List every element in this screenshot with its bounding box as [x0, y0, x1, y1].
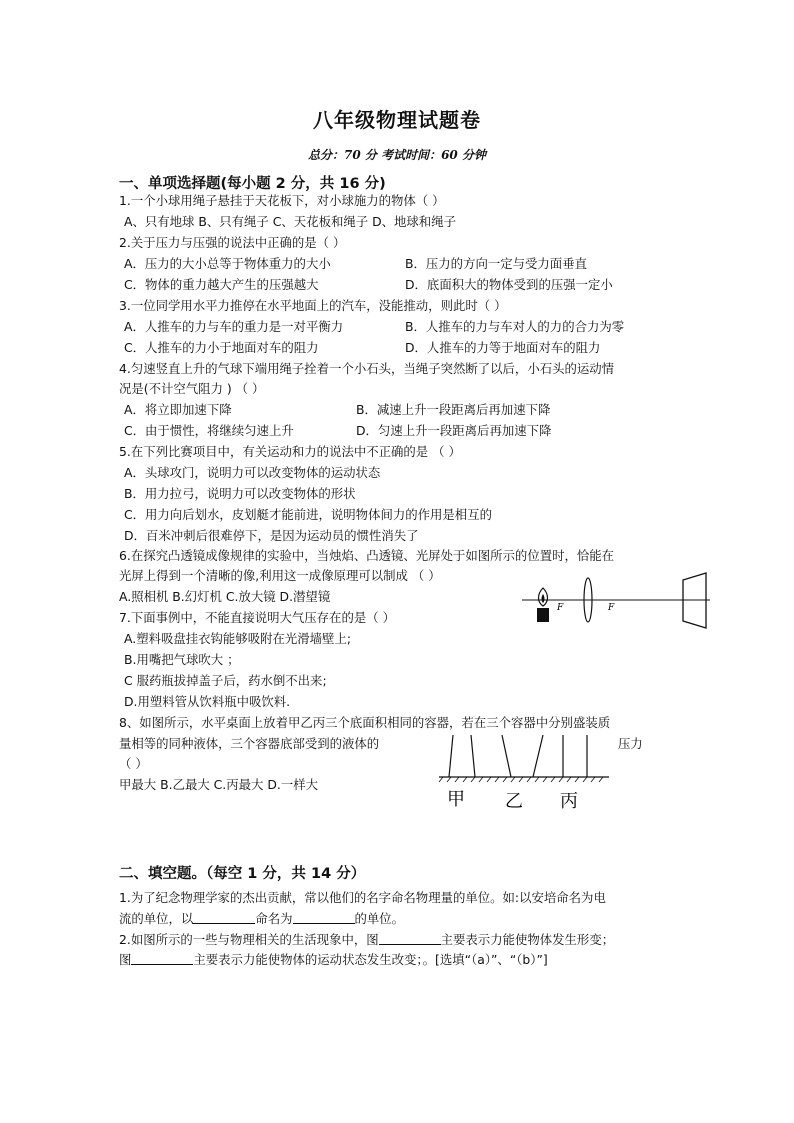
label-bing: 丙 — [560, 791, 578, 811]
q4-stem-line1: 4.匀速竖直上升的气球下端用绳子拴着一个小石头，当绳子突然断了以后，小石头的运动情 — [119, 361, 615, 376]
q5-option-b: B．用力拉弓，说明力可以改变物体的形状 — [124, 486, 356, 501]
section-heading-choice: 一、单项选择题(每小题 2 分，共 16 分) — [119, 176, 386, 192]
q3-option-c: C．人推车的力小于地面对车的阻力 — [124, 340, 319, 355]
exam-info: 总分：70 分 考试时间：60 分钟 — [308, 148, 486, 162]
q6-stem-line2: 光屏上得到一个清晰的像,利用这一成像原理可以制成 （ ） — [119, 568, 441, 583]
label-yi: 乙 — [505, 791, 523, 811]
q2-option-c: C．物体的重力越大产生的压强越大 — [124, 277, 319, 292]
q2-option-a: A．压力的大小总等于物体重力的大小 — [124, 256, 331, 271]
q5-option-c: C．用力向后划水，皮划艇才能前进，说明物体间力的作用是相互的 — [124, 507, 492, 522]
q3-option-d: D．人推车的力等于地面对车的阻力 — [405, 340, 601, 355]
q7-stem: 7.下面事例中，不能直接说明大气压存在的是（ ） — [119, 610, 395, 625]
answer-blank-4[interactable] — [131, 952, 193, 965]
container-yi — [502, 735, 543, 777]
container-jia — [449, 735, 475, 777]
q8-stem-line2: 量相等的同种液体，三个容器底部受到的液体的 — [119, 736, 380, 751]
q3-stem: 3.一位同学用水平力推停在水平地面上的汽车，没能推动，则此时（ ） — [119, 298, 507, 313]
q3-option-b: B．人推车的力与车对人的力的合力为零 — [405, 319, 625, 334]
q8-answer-paren: （ ） — [119, 756, 148, 771]
lens-diagram — [520, 570, 712, 630]
fill-q1-text-c: 的单位。 — [354, 911, 405, 926]
q7-option-d: D.用塑料管从饮料瓶中吸饮料. — [124, 694, 291, 709]
q2-option-d: D．底面积大的物体受到的压强一定小 — [405, 277, 613, 292]
q4-option-a: A．将立即加速下降 — [124, 402, 232, 417]
fill-q2-line2 — [119, 951, 548, 969]
q2-stem: 2.关于压力与压强的说法中正确的是（ ） — [119, 235, 346, 250]
answer-blank-2[interactable] — [293, 911, 355, 924]
fill-q1-line2 — [119, 910, 404, 928]
q1-options: A、只有地球 B、只有绳子 C、天花板和绳子 D、地球和绳子 — [124, 214, 456, 229]
answer-blank-1[interactable] — [193, 911, 255, 924]
q7-option-b: B.用嘴把气球吹大 ； — [124, 652, 240, 667]
focal-point-label-2: F — [608, 603, 615, 613]
fill-q2-text-b: 主要表示力能使物体发生形变； — [440, 932, 615, 947]
q4-stem-line2: 况是(不计空气阻力 ) （ ） — [119, 381, 265, 396]
section-heading-fill: 二、填空题。（每空 1 分，共 14 分） — [119, 866, 366, 882]
fill-q2-line1 — [119, 931, 614, 949]
q7-option-c: C 服药瓶拔掉盖子后，药水倒不出来; — [124, 673, 327, 688]
fill-q2-text-a: 2.如图所示的一些与物理相关的生活现象中，图 — [119, 932, 379, 947]
candle-icon — [537, 588, 549, 622]
fill-q1-text-a: 流的单位，以 — [119, 911, 194, 926]
focal-point-label-1: F — [557, 603, 564, 613]
fill-q2-text-d: 主要表示力能使物体的运动状态发生改变；。[选填“（a）”、“（b）”] — [193, 952, 548, 967]
q5-stem: 5.在下列比赛项目中，有关运动和力的说法中不正确的是 （ ） — [119, 444, 461, 459]
fill-q2-text-c: 图 — [119, 952, 132, 967]
q2-option-b: B．压力的方向一定与受力面垂直 — [405, 256, 587, 271]
q8-stem-line1: 8、如图所示，水平桌面上放着甲乙丙三个底面积相同的容器，若在三个容器中分别盛装质 — [119, 715, 611, 730]
label-jia: 甲 — [447, 789, 465, 810]
q6-stem-line1: 6.在探究凸透镜成像规律的实验中，当烛焰、凸透镜、光屏处于如图所示的位置时，恰能在 — [119, 548, 615, 563]
q7-option-a: A.塑料吸盘挂衣钩能够吸附在光滑墙壁上; — [124, 631, 352, 646]
q4-option-c: C．由于惯性，将继续匀速上升 — [124, 423, 294, 438]
q8-options: 甲最大 B.乙最大 C.丙最大 D.一样大 — [119, 777, 319, 792]
fill-q1-line1: 1.为了纪念物理学家的杰出贡献，常以他们的名字命名物理量的单位。如:以安培命名为电 — [119, 890, 606, 905]
q8-stem-tail: 压力 — [618, 736, 643, 751]
q4-option-b: B．减速上升一段距离后再加速下降 — [356, 402, 551, 417]
q1-stem: 1.一个小球用绳子悬挂于天花板下，对小球施力的物体（ ） — [119, 193, 445, 208]
q5-option-d: D．百米冲刺后很难停下，是因为运动员的惯性消失了 — [124, 528, 419, 543]
page-title: 八年级物理试题卷 — [313, 108, 481, 132]
q5-option-a: A．头球攻门，说明力可以改变物体的运动状态 — [124, 465, 381, 480]
q4-option-d: D．匀速上升一段距离后再加速下降 — [356, 423, 552, 438]
table-hatching — [439, 777, 603, 782]
containers-diagram — [435, 735, 611, 811]
q6-options: A.照相机 B.幻灯机 C.放大镜 D.潜望镜 — [119, 589, 331, 604]
answer-blank-3[interactable] — [379, 932, 441, 945]
fill-q1-text-b: 命名为 — [255, 911, 293, 926]
q3-option-a: A．人推车的力与车的重力是一对平衡力 — [124, 319, 344, 334]
container-bing — [563, 735, 587, 777]
